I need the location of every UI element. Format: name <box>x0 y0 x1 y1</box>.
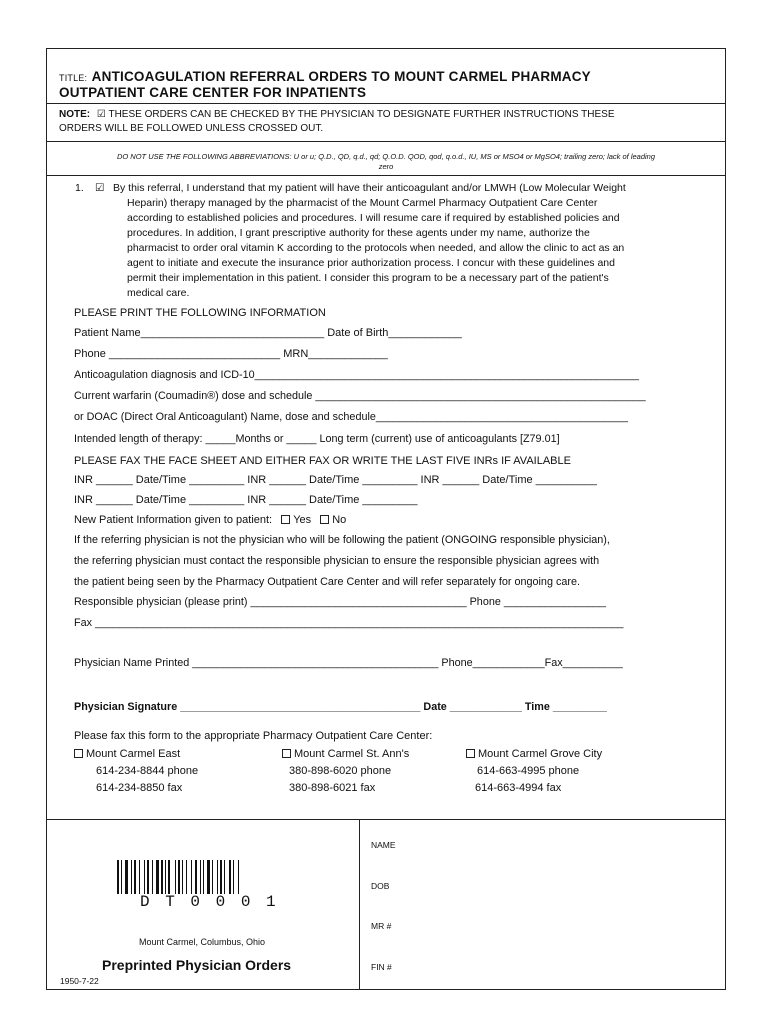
consent-line: agent to initiate and execute the insurance prior authorization process. I concur with these guidelines and <box>127 257 615 269</box>
barcode-image <box>117 860 265 894</box>
mr-label: MR # <box>371 921 392 931</box>
center-fax: 614-663-4994 fax <box>475 782 562 794</box>
center-name: Mount Carmel East <box>86 748 181 760</box>
consent-line: By this referral, I understand that my patient will have their anticoagulant and/or LMWH (Low Molecular Weight <box>113 182 626 194</box>
therapy-length-field[interactable]: Intended length of therapy: _____Months or _____ Long term (current) use of anticoagulants [Z79.01] <box>74 433 560 445</box>
referring-text: the patient being seen by the Pharmacy Outpatient Care Center and will refer separately for ongoing care. <box>74 576 580 588</box>
center-name: Mount Carmel Grove City <box>478 748 603 760</box>
barcode-text: D T 0 0 0 1 <box>140 893 279 911</box>
center-phone: 380-898-6020 phone <box>289 765 392 777</box>
checkbox-checked-icon: ☑ <box>96 109 106 120</box>
center-fax: 380-898-6021 fax <box>289 782 376 794</box>
no-label: No <box>332 514 347 526</box>
center-grove-city[interactable] <box>466 748 602 760</box>
doac-field[interactable]: or DOAC (Direct Oral Anticoagulant) Name, dose and schedule__________________________________________ <box>74 411 629 423</box>
fin-label: FIN # <box>371 962 392 972</box>
diagnosis-field[interactable]: Anticoagulation diagnosis and ICD-10________________________________________________________________ <box>74 369 639 381</box>
abbrev-line1: DO NOT USE THE FOLLOWING ABBREVIATIONS: U or u; Q.D., QD, q.d., qd; Q.O.D. QOD, qod, q.o.d., IU, MS or MSO4 or MgSO4; trailing zero; lack of leading <box>116 152 656 161</box>
name-label: NAME <box>371 840 396 850</box>
location-text: Mount Carmel, Columbus, Ohio <box>138 937 266 947</box>
checkbox-icon[interactable] <box>282 749 291 758</box>
form-title <box>59 68 591 86</box>
checkbox-icon[interactable] <box>74 749 83 758</box>
referral-form <box>46 48 726 990</box>
center-east[interactable] <box>74 748 180 760</box>
new-patient-row <box>74 514 346 526</box>
consent-line: procedures. In addition, I grant prescriptive authority for these agents under my name, authorize the <box>127 227 590 239</box>
consent-line: pharmacist to order oral vitamin K according to the protocols when needed, and allow the clinic to act as an <box>127 242 625 254</box>
divider <box>47 175 725 176</box>
consent-number: 1. <box>75 182 84 194</box>
center-name: Mount Carmel St. Ann's <box>294 748 410 760</box>
checkbox-icon[interactable] <box>466 749 475 758</box>
divider <box>47 141 725 142</box>
center-phone: 614-234-8844 phone <box>96 765 199 777</box>
form-title-footer: Preprinted Physician Orders <box>102 957 292 973</box>
fax-field[interactable]: Fax ________________________________________________________________________________________ <box>74 617 624 629</box>
footer-divider <box>359 820 360 989</box>
fax-instructions: PLEASE FAX THE FACE SHEET AND EITHER FAX OR WRITE THE LAST FIVE INRs IF AVAILABLE <box>74 455 571 467</box>
consent-checkbox-icon: ☑ <box>95 182 105 194</box>
inr-row-1[interactable]: INR ______ Date/Time _________ INR ______ Date/Time _________ INR ______ Date/Time __________ <box>74 474 597 486</box>
dob-label: DOB <box>371 881 390 891</box>
consent-line: Heparin) therapy managed by the pharmacist of the Mount Carmel Pharmacy Outpatient Care Center <box>127 197 598 209</box>
yes-label: Yes <box>293 514 312 526</box>
title-line2: OUTPATIENT CARE CENTER FOR INPATIENTS <box>59 85 367 100</box>
title-line1: ANTICOAGULATION REFERRAL ORDERS TO MOUNT CARMEL PHARMACY <box>91 69 591 84</box>
referring-text: If the referring physician is not the physician who will be following the patient (ONGOING responsible physician), <box>74 534 610 546</box>
inr-row-2[interactable]: INR ______ Date/Time _________ INR ______ Date/Time _________ <box>74 494 418 506</box>
physician-signature-field[interactable]: Physician Signature ________________________________________ Date ____________ Time _________ <box>74 701 607 713</box>
divider <box>47 103 725 104</box>
abbrev-line2: zero <box>378 162 394 171</box>
note-text-1: THESE ORDERS CAN BE CHECKED BY THE PHYSICIAN TO DESIGNATE FURTHER INSTRUCTIONS THESE <box>108 109 615 120</box>
consent-line: according to established policies and procedures. I will resume care if required by established policies and <box>127 212 620 224</box>
center-fax: 614-234-8850 fax <box>96 782 183 794</box>
referring-text: the referring physician must contact the responsible physician to ensure the responsible physician agrees with <box>74 555 600 567</box>
physician-name-field[interactable]: Physician Name Printed _________________________________________ Phone____________Fax__________ <box>74 657 623 669</box>
patient-name-field[interactable]: Patient Name______________________________ Date of Birth____________ <box>74 327 462 339</box>
center-phone: 614-663-4995 phone <box>477 765 580 777</box>
checkbox-icon[interactable] <box>320 515 329 524</box>
responsible-physician-field[interactable]: Responsible physician (please print) ____________________________________ Phone _________________ <box>74 596 606 608</box>
note-line1 <box>59 108 614 121</box>
center-st-anns[interactable] <box>282 748 409 760</box>
note-label: NOTE: <box>59 109 91 120</box>
no-option[interactable] <box>320 514 346 526</box>
title-prefix: TITLE: <box>59 73 88 83</box>
yes-option[interactable] <box>281 514 311 526</box>
new-patient-label: New Patient Information given to patient: <box>74 514 273 526</box>
note-text-2: ORDERS WILL BE FOLLOWED UNLESS CROSSED OUT. <box>59 123 324 134</box>
consent-line: permit their implementation in this patient. I consider this program to be a necessary part of the patient's <box>127 272 609 284</box>
warfarin-field[interactable]: Current warfarin (Coumadin®) dose and schedule _______________________________________________________ <box>74 390 646 402</box>
phone-mrn-field[interactable]: Phone ____________________________ MRN_____________ <box>74 348 388 360</box>
checkbox-icon[interactable] <box>281 515 290 524</box>
fax-heading: Please fax this form to the appropriate Pharmacy Outpatient Care Center: <box>74 730 433 742</box>
consent-line: medical care. <box>127 287 190 299</box>
print-info-heading: PLEASE PRINT THE FOLLOWING INFORMATION <box>74 307 326 319</box>
form-number: 1950-7-22 <box>60 976 99 986</box>
